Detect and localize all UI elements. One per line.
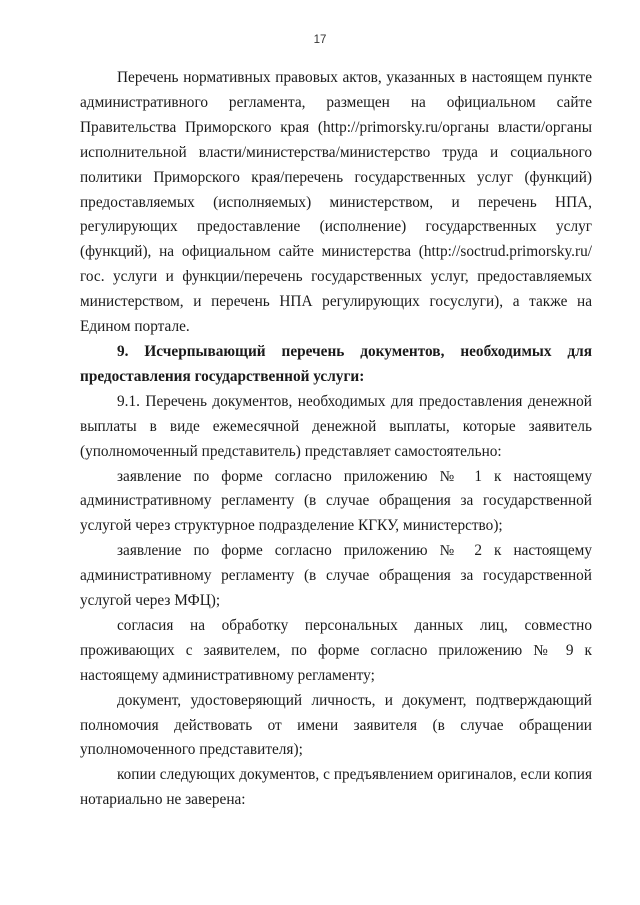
paragraph-personal-data-consent: согласия на обработку персональных данных лиц, совместно проживающих с заявителем, по форме согласно приложению № 9 к настоящему административному регламенту; bbox=[80, 616, 592, 684]
paragraph-document-copies: копии следующих документов, с предъявлением оригиналов, если копия нотариально не заверена: bbox=[80, 766, 592, 809]
paragraph-identity-document: документ, удостоверяющий личность, и документ, подтверждающий полномочия действовать от имени заявителя (в случае обращении уполномоченного представителя); bbox=[80, 691, 592, 759]
section-heading-documents-list: 9. Исчерпывающий перечень документов, необходимых для предоставления государственной услуги: bbox=[80, 342, 592, 385]
document-body bbox=[80, 66, 592, 813]
paragraph-npa-list: Перечень нормативных правовых актов, указанных в настоящем пункте административного регламента, размещен на официальном сайте Правительства Приморского края (http://primorsky.ru/органы власти/органы исполнительной власти/министерства/министерство труда и социального политики Приморского края/перечень государственных услуг (функций) предоставляемых (исполняемых) министерством, и перечень НПА, регулирующих предоставление (исполнение) государственных услуг (функций), на официальном сайте министерства (http://soctrud.primorsky.ru/гос. услуги и функции/перечень государственных услуг, предоставляемых министерством, и перечень НПА регулирующих госуслуги), а также на Едином портале. bbox=[80, 69, 592, 336]
paragraph-9-1-documents: 9.1. Перечень документов, необходимых для предоставления денежной выплаты в виде ежемесячной денежной выплаты, которые заявитель (уполномоченный представитель) представляет самостоятельно: bbox=[80, 392, 592, 460]
page-number: 17 bbox=[313, 34, 327, 46]
paragraph-application-form-1: заявление по форме согласно приложению № 1 к настоящему административному регламенту (в случае обращения за государственной услугой через структурное подразделение КГКУ, министерство); bbox=[80, 467, 592, 535]
paragraph-application-form-2: заявление по форме согласно приложению № 2 к настоящему административному регламенту (в случае обращения за государственной услугой через МФЦ); bbox=[80, 542, 592, 610]
